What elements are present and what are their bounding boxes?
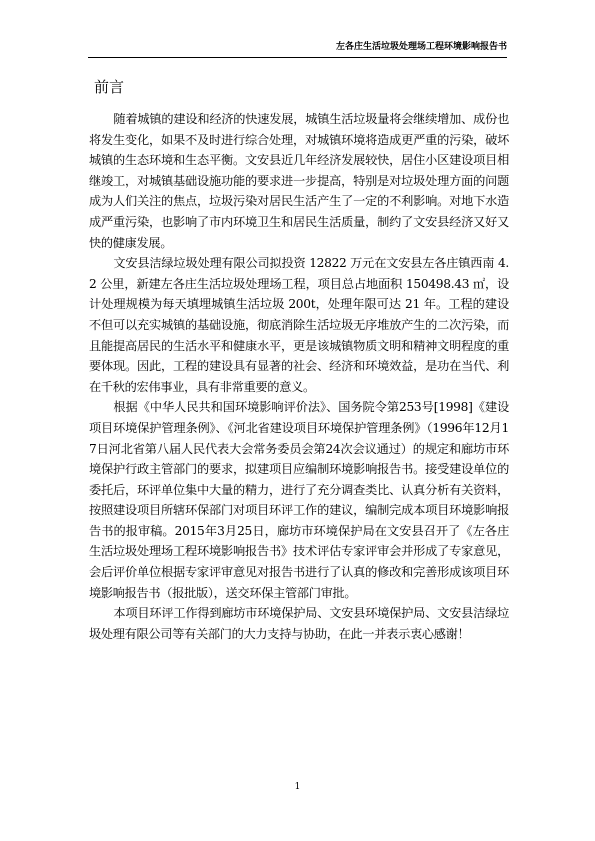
page-number: 1 <box>294 782 301 792</box>
body-text <box>89 109 509 644</box>
paragraph: 随着城镇的建设和经济的快速发展，城镇生活垃圾量将会继续增加、成份也将发生变化，如果不及时进行综合处理，对城镇环境将造成更严重的污染，破坏城镇的生态环境和生态平衡。文安县近几年经济发展较快，居住小区建设项目相继竣工，对城镇基础设施功能的要求进一步提高，特别是对垃圾处理方面的问题成为人们关注的焦点，垃圾污染对居民生活产生了一定的不利影响。对地下水造成严重污染，也影响了市内环境卫生和居民生活质量，制约了文安县经济又好又快的健康发展。 <box>89 112 509 250</box>
header-divider <box>88 57 507 58</box>
section-title: 前言 <box>94 78 125 96</box>
paragraph: 根据《中华人民共和国环境影响评价法》、国务院令第253号[1998]《建设项目环境保护管理条例》、《河北省建设项目环境保护管理条例》（1996年12月17日河北省第八届人民代表大会常务委员会第24次会议通过）的规定和廊坊市环境保护行政主管部门的要求，拟建项目应编制环境影响报告书。接受建设单位的委托后，环评单位集中大量的精力，进行了充分调查类比、认真分析有关资料，按照建设项目所辖环保部门对项目环评工作的建议，编制完成本项目环境影响报告书的报审稿。2015年3月25日，廊坊市环境保护局在文安县召开了《左各庄生活垃圾处理场工程环境影响报告书》技术评估专家评审会并形成了专家意见，会后评价单位根据专家评审意见对报告书进行了认真的修改和完善形成该项目环境影响报告书（报批版），送交环保主管部门审批。 <box>89 400 509 600</box>
running-header: 左各庄生活垃圾处理场工程环境影响报告书 <box>335 42 507 52</box>
paragraph: 文安县洁绿垃圾处理有限公司拟投资 12822 万元在文安县左各庄镇西南 4.2 公里，新建左各庄生活垃圾处理场工程，项目总占地面积 150498.43 ㎡，设计处理规模为每天填埋城镇生活垃圾 200t，处理年限可达 21 年。工程的建设不但可以充实城镇的基础设施，彻底消除生活垃圾无序堆放产生的二次污染，而且能提高居民的生活水平和健康水平，更是该城镇物质文明和精神文明程度的重要体现。因此，工程的建设具有显著的社会、经济和环境效益，是功在当代、利在千秋的宏伟事业，具有非常重要的意义。 <box>89 256 509 394</box>
paragraph: 本项目环评工作得到廊坊市环境保护局、文安县环境保护局、文安县洁绿垃圾处理有限公司等有关部门的大力支持与协助，在此一并表示衷心感谢！ <box>89 606 509 641</box>
